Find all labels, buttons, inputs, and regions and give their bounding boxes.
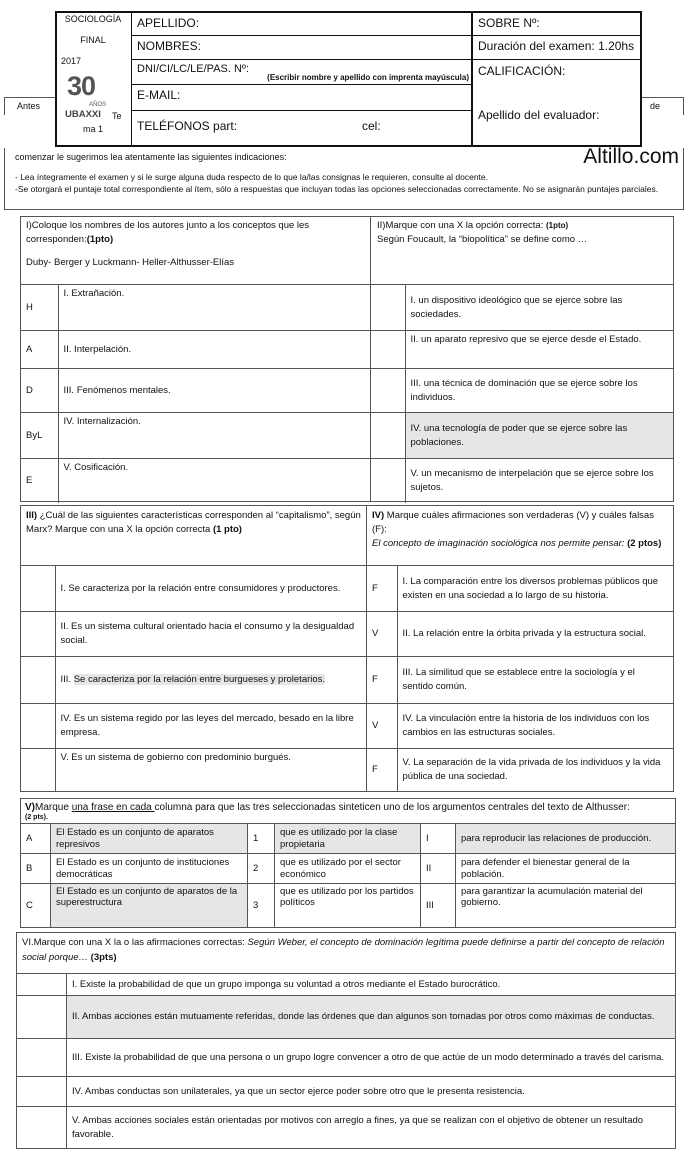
answer-cell[interactable]: H (21, 285, 58, 331)
cel-label: cel: (362, 119, 381, 133)
q4-statement: I. La comparación entre los diversos problemas públicos que existen en una sociedad a lo largo de su historia. (397, 566, 673, 612)
q5-points: (2 pts). (25, 814, 48, 821)
table-row (371, 285, 673, 331)
q3-option (55, 657, 366, 704)
evaluador-label: Apellido del evaluador: (478, 108, 600, 122)
q2-option: I. un dispositivo ideológico que se ejerce sobre las sociedades. (405, 285, 673, 331)
mark-cell[interactable] (21, 657, 55, 704)
mark-cell[interactable] (21, 704, 55, 749)
q3-option-num: III. (60, 674, 74, 686)
tema-part1: Te (112, 111, 122, 121)
table-row (21, 854, 676, 884)
answer-cell[interactable]: D (21, 369, 58, 413)
mark-cell[interactable] (17, 974, 67, 996)
col2-phrase: que es utilizado por el sector económico (275, 854, 421, 884)
mark-cell[interactable] (371, 285, 405, 331)
telefonos-field[interactable] (132, 111, 471, 145)
q3-title: ¿Cuál de las siguientes características corresponden al “capitalismo”, según Marx? Marque con una X la opción correcta (26, 510, 361, 536)
q2-option: V. un mecanismo de interpelación que se ejerce sobre los sujetos. (405, 459, 673, 503)
table-row (371, 413, 673, 459)
q1-concept: IV. Internalización. (58, 413, 370, 459)
q6-option: III. Existe la probabilidad de que una persona o un grupo logre convencer a otro de que actúe de un modo determinado a través del carisma. (67, 1039, 676, 1077)
answer-cell[interactable]: ByL (21, 413, 58, 459)
dni-field[interactable] (132, 60, 471, 85)
q4-title: Marque cuáles afirmaciones son verdaderas (V) y cuáles falsas (F): (372, 510, 654, 535)
q3-points: (1 pto) (212, 524, 242, 536)
col1-phrase: El Estado es un conjunto de aparatos represivos (51, 824, 248, 854)
table-row (21, 285, 370, 331)
telefonos-label: TELÉFONOS part: (137, 119, 238, 133)
q4-statement: V. La separación de la vida privada de los individuos y la vida pública de una sociedad. (397, 749, 673, 792)
mark-cell[interactable] (371, 459, 405, 503)
q6-option: V. Ambas acciones sociales están orientadas por motivos con arreglo a fines, ya que se realizan con el objetivo de obtener un resultado favorable. (67, 1107, 676, 1149)
col1-letter[interactable]: B (21, 854, 51, 884)
col3-phrase: para garantizar la acumulación material del gobierno. (456, 884, 676, 928)
q1-authors: Duby- Berger y Luckmann- Heller-Althusser-Elías (26, 256, 235, 268)
side-label-left: Antes (4, 97, 55, 115)
q1-concept: V. Cosificación. (58, 459, 370, 503)
intro-line1: comenzar le sugerimos lea atentamente las siguientes indicaciones: (15, 152, 287, 162)
tema-part2: ma 1 (83, 124, 104, 134)
mark-cell[interactable] (21, 612, 55, 657)
q2-option: II. un aparato represivo que se ejerce desde el Estado. (405, 331, 673, 369)
answer-cell[interactable]: F (367, 657, 397, 704)
table-row (21, 413, 370, 459)
col1-phrase: El Estado es un conjunto de instituciones democráticas (51, 854, 248, 884)
logo-anos: AÑOS (89, 102, 107, 108)
q3-option: II. Es un sistema cultural orientado hacia el consumo y la desigualdad social. (55, 612, 366, 657)
col2-phrase: que es utilizado por los partidos políticos (275, 884, 421, 928)
table-row (21, 657, 366, 704)
table-row (367, 612, 673, 657)
q6-option: II. Ambas acciones están mutuamente referidas, donde las órdenes que dan algunos son tomadas por otros como máximas de conductas. (67, 996, 676, 1039)
nombres-field[interactable]: NOMBRES: (132, 36, 471, 60)
table-row (17, 1107, 676, 1149)
question-2 (371, 217, 673, 501)
table-row (21, 459, 370, 503)
table-row (21, 331, 370, 369)
q2-option: III. una técnica de dominación que se ejerce sobre los individuos. (405, 369, 673, 413)
table-row (17, 974, 676, 996)
table-row (21, 369, 370, 413)
answer-cell[interactable]: V (367, 704, 397, 749)
dni-note: (Escribir nombre y apellido con imprenta mayúscula) (267, 73, 469, 82)
col3-roman[interactable]: II (421, 854, 456, 884)
q2-option: IV. una tecnología de poder que se ejerce sobre las poblaciones. (405, 413, 673, 459)
table-row (17, 1039, 676, 1077)
table-row (21, 824, 676, 854)
q6-title: VI.Marque con una X la o las afirmaciones correctas: (22, 937, 248, 948)
exam-admin (473, 13, 640, 145)
table-row (367, 749, 673, 792)
q1-concept: III. Fenómenos mentales. (58, 369, 370, 413)
q4-statement: IV. La vinculación entre la historia de los individuos con los cambios en las estructuras sociales. (397, 704, 673, 749)
q4-subtitle: El concepto de imaginación sociológica nos permite pensar: (372, 537, 625, 549)
mark-cell[interactable] (21, 566, 55, 612)
table-row (17, 996, 676, 1039)
instructions-box (4, 145, 684, 210)
q5-num: V) (25, 802, 35, 813)
answer-cell[interactable]: V (367, 612, 397, 657)
dni-label: DNI/CI/LC/LE/PAS. Nº: (137, 63, 250, 75)
sobre-field[interactable]: SOBRE Nº: (473, 13, 640, 36)
exam-year: 2017 (61, 56, 82, 66)
table-row (367, 657, 673, 704)
exam-type: FINAL (80, 35, 106, 45)
calificacion-field[interactable] (473, 60, 640, 145)
q4-statement: II. La relación entre la órbita privada y la estructura social. (397, 612, 673, 657)
section-1-2 (20, 216, 674, 502)
table-row (21, 884, 676, 928)
question-5 (20, 798, 676, 928)
intro-line3: -Se otorgará el puntaje total correspondiente al ítem, sólo a respuestas que incluyan todas las opciones seleccionadas correctamente. No se asignarán puntajes parciales. (15, 184, 659, 194)
col2-number[interactable]: 3 (248, 884, 275, 928)
mark-cell[interactable] (371, 331, 405, 369)
section-3-4 (20, 505, 674, 792)
col2-number[interactable]: 2 (248, 854, 275, 884)
side-label-right: de (642, 97, 684, 115)
question-6 (16, 932, 676, 1149)
mark-cell[interactable] (17, 1107, 67, 1149)
table-row (371, 369, 673, 413)
table-row (371, 331, 673, 369)
logo-brand: UBAXXI (65, 109, 101, 120)
q1-points: (1pto) (86, 234, 114, 246)
exam-header (55, 11, 642, 147)
table-row (21, 566, 366, 612)
col1-letter[interactable]: A (21, 824, 51, 854)
mark-cell[interactable] (17, 996, 67, 1039)
answer-cell[interactable]: F (367, 749, 397, 792)
q3-option: IV. Es un sistema regido por las leyes del mercado, besado en la libre empresa. (55, 704, 366, 749)
col2-phrase: que es utilizado por la clase propietaria (275, 824, 421, 854)
apellido-field[interactable]: APELLIDO: (132, 13, 471, 36)
col1-phrase: El Estado es un conjunto de aparatos de la superestructura (51, 884, 248, 928)
logo-30-icon: 30 (67, 71, 96, 101)
col3-phrase: para defender el bienestar general de la población. (456, 854, 676, 884)
q4-num: IV) (372, 510, 385, 521)
q5-title-a: Marque (35, 802, 72, 813)
q6-option: I. Existe la probabilidad de que un grupo imponga su voluntad a otros mediante el Estado burocrático. (67, 974, 676, 996)
col1-letter[interactable]: C (21, 884, 51, 928)
q2-title: II)Marque con una X la opción correcta: (377, 220, 544, 231)
q1-title: I)Coloque los nombres de los autores junto a los conceptos que les corresponden: (26, 220, 310, 246)
table-row (21, 704, 366, 749)
col3-roman[interactable]: I (421, 824, 456, 854)
logo-block (57, 13, 132, 145)
mark-cell[interactable] (17, 1077, 67, 1107)
q5-title-b: columna para que las tres seleccionadas sinteticen uno de los argumentos centrales del texto de Althusser: (154, 802, 630, 813)
watermark: Altillo.com (583, 145, 679, 168)
col2-number[interactable]: 1 (248, 824, 275, 854)
col3-roman[interactable]: III (421, 884, 456, 928)
table-row (21, 749, 366, 792)
student-data (132, 13, 473, 145)
mark-cell[interactable] (371, 413, 405, 459)
mark-cell[interactable] (371, 369, 405, 413)
question-4 (367, 506, 673, 791)
col3-phrase: para reproducir las relaciones de producción. (456, 824, 676, 854)
answer-cell[interactable]: F (367, 566, 397, 612)
q1-concept: I. Extrañación. (58, 285, 370, 331)
q2-subtitle: Según Foucault, la “biopolítica” se define como … (377, 234, 588, 246)
q2-points: (1pto) (545, 221, 569, 230)
q3-num: III) (26, 510, 40, 521)
table-row (17, 1077, 676, 1107)
q1-concept: II. Interpelación. (58, 331, 370, 369)
mark-cell[interactable] (17, 1039, 67, 1077)
q4-points: (2 ptos) (627, 537, 662, 549)
q4-statement: III. La similitud que se establece entre la sociología y el sentido común. (397, 657, 673, 704)
table-row (367, 566, 673, 612)
answer-cell[interactable]: A (21, 331, 58, 369)
question-3 (21, 506, 367, 791)
q3-option: V. Es un sistema de gobierno con predominio burgués. (55, 749, 366, 792)
duracion-label: Duración del examen: 1.20hs (473, 36, 640, 60)
table-row (21, 612, 366, 657)
intro-line2: - Lea íntegramente el examen y si le surge alguna duda respecto de lo que la/las consignas le requieren, consulte al docente. (15, 172, 488, 182)
question-1 (21, 217, 371, 501)
table-row (367, 704, 673, 749)
q6-subtitle: Según Weber, el concepto de dominación legítima puede definirse a partir del concepto de relación social porque… (22, 937, 665, 963)
mark-cell[interactable] (21, 749, 55, 792)
course-name: SOCIOLOGÍA (64, 14, 122, 24)
q3-option-text: Se caracteriza por la relación entre burgueses y proletarios. (73, 674, 326, 686)
q6-option: IV. Ambas conductas son unilaterales, ya que un sector ejerce poder sobre otro que le presenta resistencia. (67, 1077, 676, 1107)
q5-title-underlined: una frase en cada (71, 802, 155, 813)
q3-option: I. Se caracteriza por la relación entre consumidores y productores. (55, 566, 366, 612)
answer-cell[interactable]: E (21, 459, 58, 503)
email-field[interactable]: E-MAIL: (132, 85, 471, 111)
q6-points: (3pts) (88, 951, 117, 963)
table-row (371, 459, 673, 503)
calificacion-label: CALIFICACIÓN: (478, 64, 566, 78)
